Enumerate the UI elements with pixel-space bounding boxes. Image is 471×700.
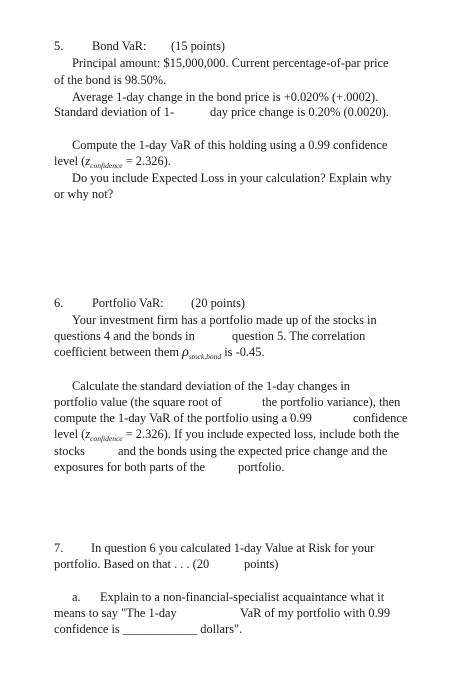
q6-line6a: compute the 1-day VaR of the portfolio using a 0.99	[54, 411, 312, 425]
z-subscript: confidence	[90, 434, 123, 443]
answer-blank: ____________	[122, 622, 198, 636]
q6-line9b: portfolio.	[238, 460, 285, 474]
q5-line4b: day price change is 0.20% (0.0020).	[210, 105, 389, 119]
q7a-line3	[54, 621, 242, 638]
q7a-line2a: means to say "The 1-day	[54, 606, 177, 620]
z-symbol: z	[85, 427, 91, 441]
q5-line6-post: = 2.326).	[122, 154, 171, 168]
q6-line2b: question 5. The correlation	[232, 329, 366, 343]
q6-line9a: exposures for both parts of the	[54, 460, 206, 474]
q6-line8b: and the bonds using the expected price change and the	[118, 444, 388, 458]
q6-line5b: the portfolio variance), then	[262, 395, 401, 409]
z-symbol: z	[85, 154, 91, 168]
q7a-label: a.	[72, 590, 81, 604]
q6-line1: Your investment firm has a portfolio made up of the stocks in	[72, 313, 377, 327]
q7-line1: In question 6 you calculated 1-day Value at Risk for your	[91, 541, 375, 555]
rho-subscript: stock,bond	[188, 352, 222, 361]
rho-symbol: ρ	[182, 345, 189, 360]
q5-line4a: Standard deviation of 1-	[54, 105, 175, 119]
q7a-line3-pre: confidence is	[54, 622, 120, 636]
q5-title: Bond VaR:	[92, 39, 147, 53]
q6-line5a: portfolio value (the square root of	[54, 395, 222, 409]
q6-line3	[54, 344, 265, 365]
q7-line2b: points)	[244, 557, 279, 571]
q7a-line2b: VaR of my portfolio with 0.99	[240, 606, 391, 620]
q5-line3: Average 1-day change in the bond price is +0.020% (+.0002).	[72, 90, 379, 104]
q6-number: 6.	[54, 296, 64, 310]
z-subscript: confidence	[90, 161, 123, 170]
q7-number: 7.	[54, 541, 64, 555]
q6-line7-pre: level (	[54, 427, 86, 441]
q7a-line1: Explain to a non-financial-specialist acquaintance what it	[100, 590, 385, 604]
q5-line6-pre: level (	[54, 154, 86, 168]
q6-line3-post: is -0.45.	[221, 345, 265, 359]
q5-points: (15 points)	[171, 39, 226, 53]
q5-line1: Principal amount: $15,000,000. Current percentage-of-par price	[72, 56, 389, 70]
q5-line5: Compute the 1-day VaR of this holding using a 0.99 confidence	[72, 138, 388, 152]
q6-line6b: confidence	[353, 411, 408, 425]
q6-line3-pre: coefficient between them	[54, 345, 179, 359]
q6-line8a: stocks	[54, 444, 85, 458]
q6-line2a: questions 4 and the bonds in	[54, 329, 195, 343]
q6-title: Portfolio VaR:	[92, 296, 164, 310]
q6-points: (20 points)	[191, 296, 246, 310]
q5-line2: of the bond is 98.50%.	[54, 73, 167, 87]
q5-number: 5.	[54, 39, 64, 53]
q5-line7: Do you include Expected Loss in your calculation? Explain why	[72, 171, 392, 185]
q7-line2a: portfolio. Based on that . . . (20	[54, 557, 210, 571]
q6-line4: Calculate the standard deviation of the 1-day changes in	[72, 379, 351, 393]
q7a-line3-post: dollars".	[200, 622, 243, 636]
q5-line8: or why not?	[54, 187, 114, 201]
q6-line7-post: = 2.326). If you include expected loss, include both the	[122, 427, 400, 441]
